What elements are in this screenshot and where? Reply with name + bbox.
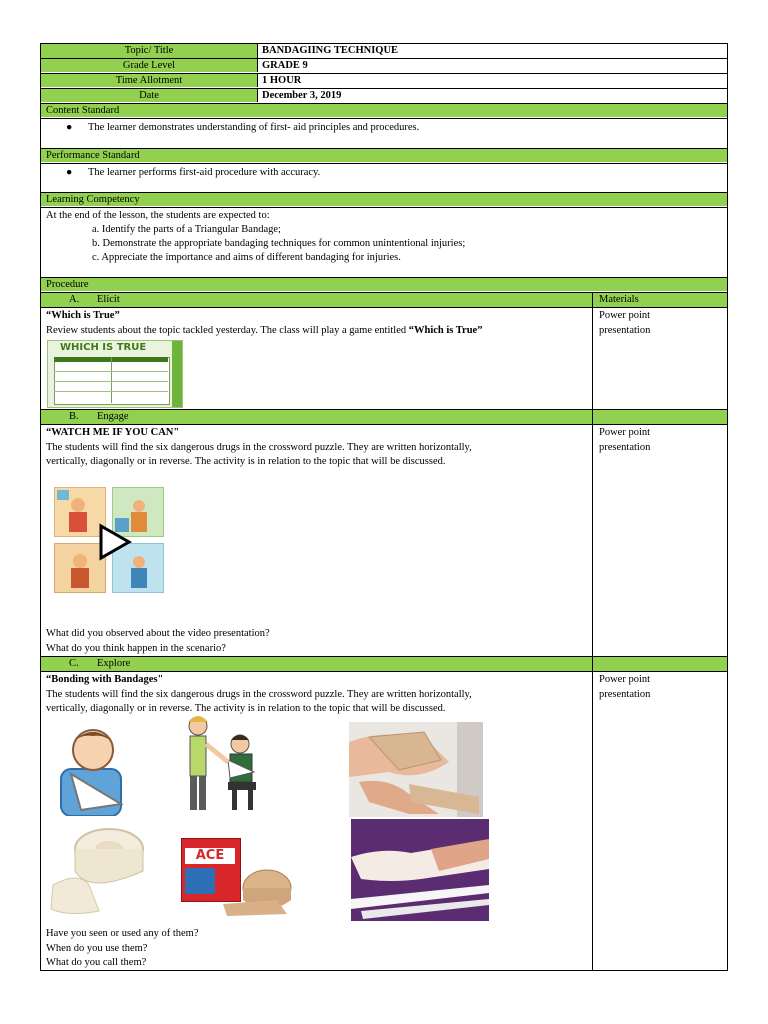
elicit-activity-title: “Which is True” [46, 310, 120, 321]
content-standard-body [41, 118, 727, 148]
explore-content [41, 672, 592, 718]
explore-question: What do you call them? [46, 957, 147, 968]
sling-demonstration-image [178, 714, 268, 814]
column-divider [592, 657, 593, 671]
engage-text: The students will find the six dangerous drugs in the crossword puzzle. They are written horizontally, [46, 441, 472, 453]
engage-questions-list [46, 627, 270, 656]
topic-row [41, 44, 727, 58]
step-engage-row [41, 409, 727, 424]
column-divider [592, 425, 593, 656]
materials-header: Materials [599, 294, 639, 305]
grade-value: GRADE 9 [262, 60, 308, 71]
engage-question: What do you think happen in the scenario? [46, 642, 226, 654]
bullet-icon: ● [66, 167, 73, 178]
materials-line: presentation [599, 441, 651, 453]
step-elicit [41, 293, 592, 307]
engage-text: vertically, diagonally or in reverse. The activity is in relation to the topic that will be discussed. [46, 456, 446, 467]
content-standard-header: Content Standard [41, 103, 727, 117]
elicit-content [41, 308, 592, 339]
lesson-plan-table [40, 43, 728, 971]
step-label: Elicit [97, 294, 120, 305]
bullet-icon: ● [66, 122, 73, 133]
performance-standard-header: Performance Standard [41, 148, 727, 162]
video-thumbnail[interactable] [54, 487, 166, 593]
slide-title: WHICH IS TRUE [60, 342, 147, 353]
engage-body [41, 424, 727, 656]
step-explore [41, 657, 592, 671]
grade-label: Grade Level [41, 59, 258, 72]
date-label: Date [41, 89, 258, 102]
explore-materials [593, 672, 727, 703]
competency-item: b. Demonstrate the appropriate bandaging techniques for common unintentional injuries; [92, 238, 466, 249]
hand-bandaging-image [349, 722, 483, 817]
elicit-materials [593, 308, 727, 339]
explore-text: The students will find the six dangerous drugs in the crossword puzzle. They are written horizontally, [46, 688, 472, 700]
competency-item: c. Appreciate the importance and aims of different bandaging for injuries. [92, 252, 401, 263]
explore-text: vertically, diagonally or in reverse. The activity is in relation to the topic that will be discussed. [46, 703, 446, 714]
engage-activity-title: “WATCH ME IF YOU CAN" [46, 427, 180, 438]
materials-line: Power point [599, 674, 651, 685]
competency-item: a. Identify the parts of a Triangular Bandage; [92, 224, 281, 235]
materials-line: Power point [599, 310, 651, 321]
ace-brand-label: ACE [185, 848, 235, 864]
learning-competency-body [41, 207, 727, 277]
time-value: 1 HOUR [262, 75, 302, 86]
roller-bandage-image [49, 825, 149, 917]
materials-line: Power point [599, 427, 651, 438]
explore-body [41, 671, 727, 970]
content-standard-text: The learner demonstrates understanding of first- aid principles and procedures. [88, 122, 420, 133]
topic-value: BANDAGIING TECHNIQUE [262, 45, 399, 56]
topic-label: Topic/ Title [41, 44, 258, 58]
performance-standard-body [41, 163, 727, 192]
step-number: C. [69, 658, 79, 669]
step-engage [41, 410, 592, 424]
step-number: B. [69, 411, 79, 422]
column-divider [592, 672, 593, 970]
procedure-header: Procedure [41, 277, 727, 291]
grade-row [41, 58, 727, 72]
step-elicit-row [41, 292, 727, 307]
column-divider [592, 410, 593, 424]
elicit-body [41, 307, 727, 409]
engage-materials [593, 425, 727, 456]
explore-activity-title: “Bonding with Bandages" [46, 674, 164, 685]
foot-bandage-image [351, 819, 489, 921]
time-label: Time Allotment [41, 74, 258, 87]
date-value: December 3, 2019 [262, 90, 342, 101]
materials-line: presentation [599, 324, 651, 336]
competency-intro: At the end of the lesson, the students are expected to: [46, 210, 270, 221]
performance-standard-text: The learner performs first-aid procedure with accuracy. [88, 167, 321, 178]
explore-questions-list [46, 927, 199, 971]
explore-question: Have you seen or used any of them? [46, 928, 199, 939]
learning-competency-header: Learning Competency [41, 192, 727, 206]
which-is-true-slide-image [47, 340, 183, 408]
time-row [41, 73, 727, 87]
ace-bandage-box-image [181, 832, 301, 918]
step-label: Engage [97, 411, 129, 422]
explore-question: When do you use them? [46, 942, 148, 954]
step-label: Explore [97, 658, 131, 669]
elicit-text-bold: “Which is True” [408, 324, 483, 336]
step-number: A. [69, 294, 80, 305]
step-explore-row [41, 656, 727, 671]
elicit-text: Review students about the topic tackled yesterday. The class will play a game entitled [46, 324, 409, 336]
date-row [41, 88, 727, 102]
play-icon[interactable] [98, 523, 132, 561]
arm-sling-boy-image [51, 724, 141, 816]
engage-content [41, 425, 592, 471]
engage-question: What did you observed about the video presentation? [46, 628, 270, 639]
materials-line: presentation [599, 688, 651, 700]
